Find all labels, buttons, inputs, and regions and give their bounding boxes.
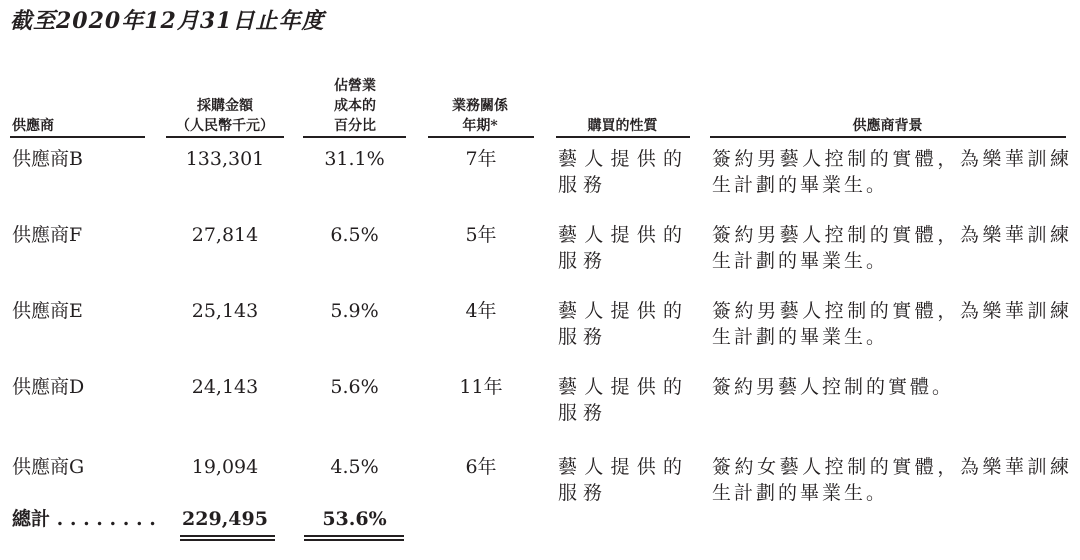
table-row-pct: 5.6% bbox=[330, 376, 379, 398]
table-row-years: 4年 bbox=[465, 300, 497, 322]
table-row-nature: 藝人提供的服務 bbox=[558, 300, 688, 348]
table-row-pct: 31.1% bbox=[324, 148, 385, 170]
total-amount-double-rule bbox=[180, 535, 275, 541]
header-relationship-years: 業務關係 年期* bbox=[452, 98, 508, 134]
header-rule-supplier bbox=[10, 136, 145, 138]
total-pct: 53.6% bbox=[322, 508, 387, 530]
table-row-supplier: 供應商D bbox=[12, 376, 85, 398]
header-purchase-amount: 採購金額 （人民幣千元） bbox=[176, 98, 274, 134]
page-title: 截至2020年12月31日止年度 bbox=[10, 8, 325, 34]
total-amount: 229,495 bbox=[182, 508, 268, 530]
header-supplier-background: 供應商背景 bbox=[852, 118, 923, 134]
table-row-background: 簽約男藝人控制的實體，為樂華訓練生計劃的畢業生。 bbox=[712, 148, 1072, 196]
table-row-supplier: 供應商E bbox=[12, 300, 83, 322]
table-row-background: 簽約男藝人控制的實體，為樂華訓練生計劃的畢業生。 bbox=[712, 300, 1072, 348]
table-row-supplier: 供應商B bbox=[12, 148, 83, 170]
table-row-supplier: 供應商G bbox=[12, 456, 85, 478]
table-row-amount: 27,814 bbox=[191, 224, 259, 246]
table-row-years: 11年 bbox=[459, 376, 503, 398]
table-row-amount: 25,143 bbox=[191, 300, 259, 322]
table-row-amount: 133,301 bbox=[185, 148, 265, 170]
table-row-pct: 5.9% bbox=[330, 300, 379, 322]
header-rule-nature-of-purchase bbox=[556, 136, 690, 138]
table-row-nature: 藝人提供的服務 bbox=[558, 456, 688, 504]
table-row-amount: 19,094 bbox=[191, 456, 259, 478]
total-label: 總計 . . . . . . . . bbox=[12, 508, 156, 530]
table-row-nature: 藝人提供的服務 bbox=[558, 148, 688, 196]
header-nature-of-purchase: 購買的性質 bbox=[587, 118, 658, 134]
header-pct-of-cost: 佔營業 成本的 百分比 bbox=[334, 78, 376, 134]
table-row-pct: 6.5% bbox=[330, 224, 379, 246]
table-row-pct: 4.5% bbox=[330, 456, 379, 478]
table-row-amount: 24,143 bbox=[191, 376, 259, 398]
header-rule-supplier-background bbox=[710, 136, 1066, 138]
total-pct-double-rule bbox=[304, 535, 404, 541]
table-row-years: 7年 bbox=[465, 148, 497, 170]
header-rule-purchase-amount bbox=[166, 136, 284, 138]
table-row-nature: 藝人提供的服務 bbox=[558, 224, 688, 272]
table-row-background: 簽約男藝人控制的實體，為樂華訓練生計劃的畢業生。 bbox=[712, 224, 1072, 272]
header-supplier: 供應商 bbox=[12, 118, 54, 134]
header-rule-relationship-years bbox=[428, 136, 534, 138]
table-row-background: 簽約女藝人控制的實體，為樂華訓練生計劃的畢業生。 bbox=[712, 456, 1072, 504]
table-row-supplier: 供應商F bbox=[12, 224, 83, 246]
table-row-years: 5年 bbox=[465, 224, 497, 246]
header-rule-pct-of-cost bbox=[303, 136, 406, 138]
table-row-nature: 藝人提供的服務 bbox=[558, 376, 688, 424]
table-row-years: 6年 bbox=[465, 456, 497, 478]
table-row-background: 簽約男藝人控制的實體。 bbox=[712, 376, 955, 398]
